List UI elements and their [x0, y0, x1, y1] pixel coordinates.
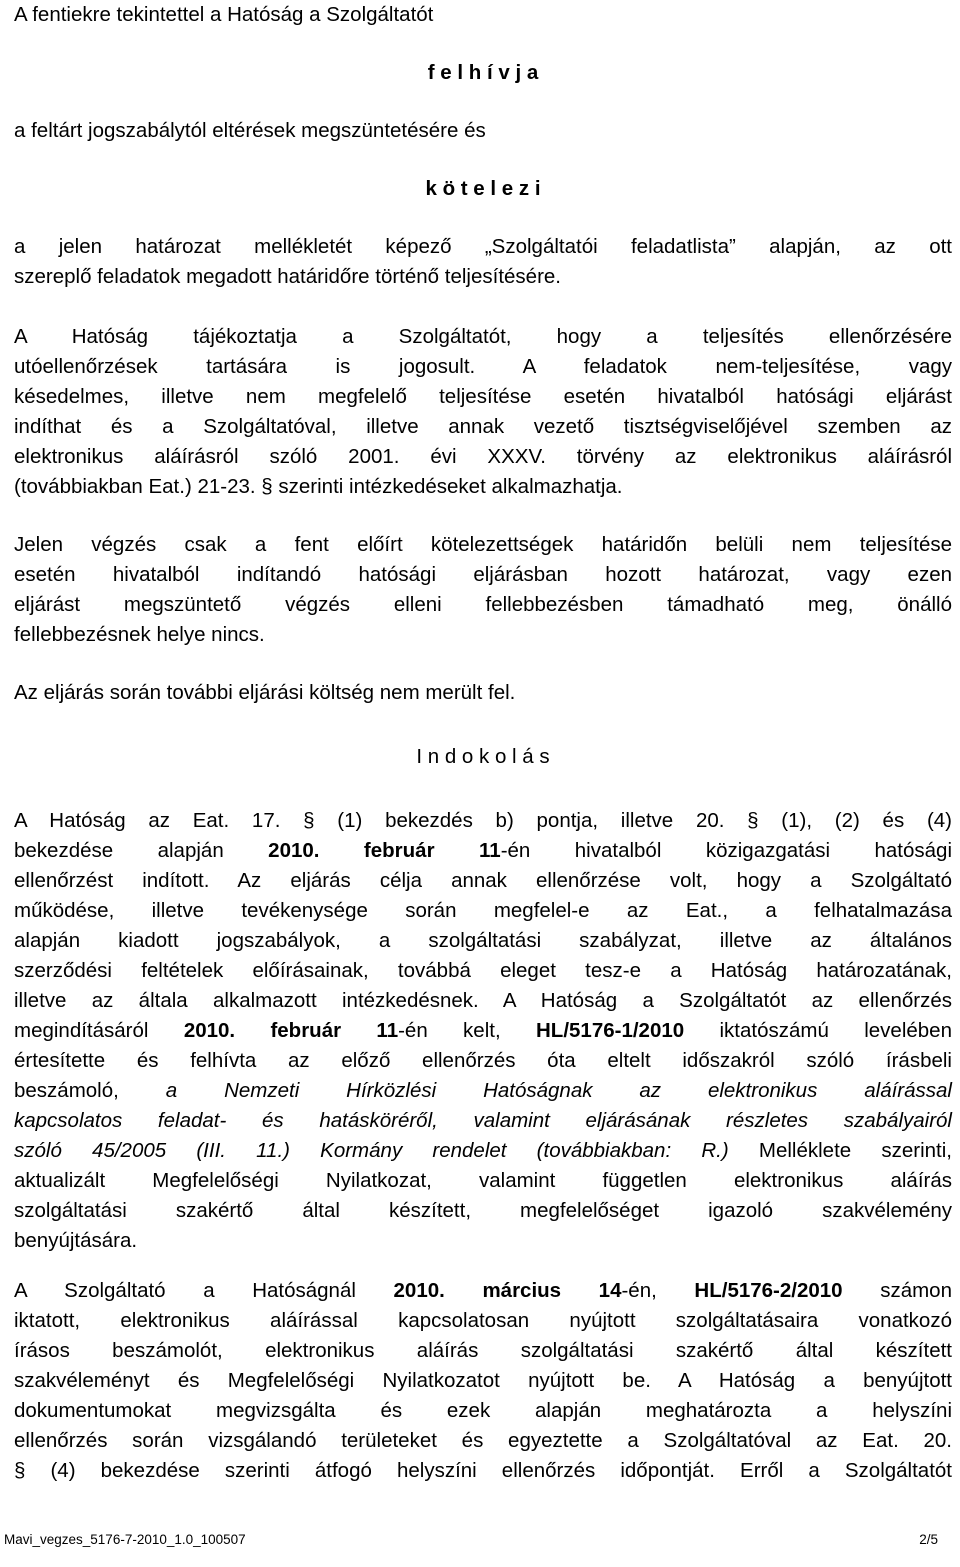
paragraph-tajekoztatja: A Hatóság tájékoztatja a Szolgáltatót, hogy a teljesítés ellenőrzésére utóellenőrzések tartására is jogosult. A feladatok nem-teljesítése, vagy késedelmes, illetve nem megfelelő teljesítése esetén hivatalból hatósági eljárást indíthat és a Szolgáltatóval, illetve annak vezető tisztségviselőjével szemben az elektronikus aláírásról szóló 2001. évi XXXV. törvény az elektronikus aláírásról (továbbiakban Eat.) 21-23. § szerinti intézkedéseket alkalmazhatja.	[14, 325, 952, 498]
heading-kotelezi: k ö t e l e z i	[425, 177, 541, 200]
paragraph-kotelezi: a jelen határozat mellékletét képező „Szolgáltatói feladatlista” alapján, az ott szereplő feladatok megadott határidőre történő teljesítésére.	[14, 235, 952, 288]
paragraph-indokolas-1: A Hatóság az Eat. 17. § (1) bekezdés b) pontja, illetve 20. § (1), (2) és (4) bekezdése alapján 2010. február 11-én hivatalból közigazgatási hatósági ellenőrzést indított. Az eljárás célja annak ellenőrzése volt, hogy a Szolgáltató működése, illetve tevékenysége során megfelel-e az Eat., a felhatalmazása alapján kiadott jogszabályok, a szolgáltatási szabályzat, illetve az általános szerződési feltételek előírásainak, továbbá eleget tesz-e a Hatóság határozatának, illetve az általa alkalmazott intézkedésnek. A Hatóság a Szolgáltatót az ellenőrzés megindításáról 2010. február 11-én kelt, HL/5176-1/2010 iktatószámú levelében értesítette és felhívta az előző ellenőrzés óta eltelt időszakról szóló írásbeli beszámoló, a Nemzeti Hírközlési Hatóságnak az elektronikus aláírással kapcsolatos feladat- és hatásköréről, valamint eljárásának részletes szabályairól szóló 45/2005 (III. 11.) Kormány rendelet (továbbiakban: R.) Melléklete szerinti, aktualizált Megfelelőségi Nyilatkozat, valamint független elektronikus aláírás szolgáltatási szakértő által készített, megfelelőséget igazoló szakvélemény benyújtására.	[14, 809, 953, 1252]
footer-page-number: 2/5	[919, 1532, 938, 1547]
feltart-line: a feltárt jogszabálytól eltérések megszüntetésére és	[14, 119, 486, 142]
page-footer	[4, 1532, 938, 1548]
heading-indokolas: I n d o k o l á s	[416, 745, 550, 768]
paragraph-indokolas-2: A Szolgáltató a Hatóságnál 2010. március 14-én, HL/5176-2/2010 számon iktatott, elektronikus aláírással kapcsolatosan nyújtott szolgáltatásaira vonatkozó írásos beszámolót, elektronikus aláírás szolgáltatási szakértő által készített szakvéleményt és Megfelelőségi Nyilatkozatot nyújtott be. A Hatóság a benyújtott dokumentumokat megvizsgálta és ezek alapján meghatározta a helyszíni ellenőrzés során vizsgálandó területeket és egyeztette a Szolgáltatóval az Eat. 20. § (4) bekezdése szerinti átfogó helyszíni ellenőrzés időpontját. Erről a Szolgáltatót	[14, 1279, 952, 1482]
heading-felhivja: f e l h í v j a	[427, 61, 539, 84]
paragraph-koltseg: Az eljárás során további eljárási költség nem merült fel.	[14, 681, 516, 704]
footer-filename: Mavi_vegzes_5176-7-2010_1.0_100507	[4, 1532, 246, 1547]
paragraph-jogorvoslat: Jelen végzés csak a fent előírt kötelezettségek határidőn belüli nem teljesítése esetén hivatalból indítandó hatósági eljárásban hozott határozat, vagy ezen eljárást megszüntető végzés elleni fellebbezésben támadható meg, önálló fellebbezésnek helye nincs.	[14, 533, 952, 646]
opening-line: A fentiekre tekintettel a Hatóság a Szolgáltatót	[14, 3, 434, 26]
